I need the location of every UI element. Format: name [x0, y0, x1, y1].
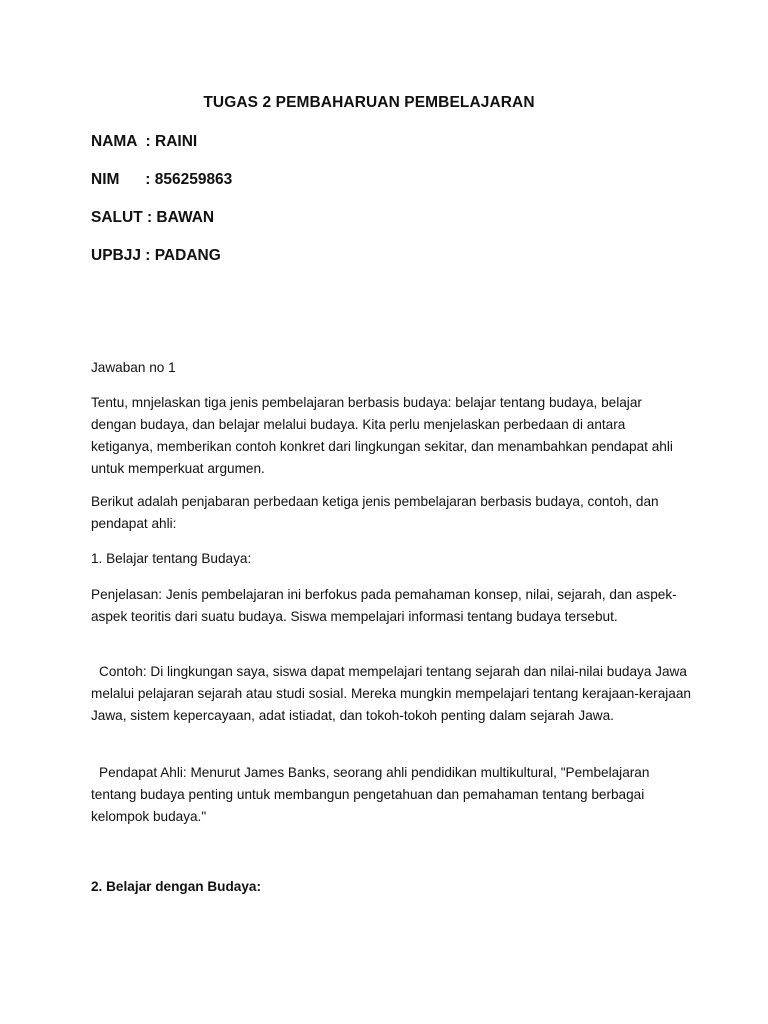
- field-nim: NIM : 856259863: [91, 171, 233, 188]
- section1-example: Contoh: Di lingkungan saya, siswa dapat mempelajari tentang sejarah dan nilai-nilai budaya Jawa melalui pelajaran sejarah atau studi sosial. Mereka mungkin mempelajari tentang kerajaan-kerajaan Jawa, sistem kepercayaan, adat istiadat, dan tokoh-tokoh penting dalam sejarah Jawa.: [91, 664, 691, 723]
- answer-heading: Jawaban no 1: [91, 360, 176, 375]
- section1-explanation: Penjelasan: Jenis pembelajaran ini berfokus pada pemahaman konsep, nilai, sejarah, dan aspek-aspek teoritis dari suatu budaya. Siswa mempelajari informasi tentang budaya tersebut.: [91, 587, 677, 624]
- section1-heading: 1. Belajar tentang Budaya:: [91, 551, 252, 566]
- field-upbjj: UPBJJ : PADANG: [91, 247, 221, 264]
- lead-paragraph: Berikut adalah penjabaran perbedaan ketiga jenis pembelajaran berbasis budaya, contoh, dan pendapat ahli:: [91, 494, 659, 531]
- section1-expert-opinion: Pendapat Ahli: Menurut James Banks, seorang ahli pendidikan multikultural, "Pembelajaran tentang budaya penting untuk membangun pengetahuan dan pemahaman tentang berbagai kelompok budaya.": [91, 765, 650, 824]
- field-nama: NAMA : RAINI: [91, 133, 198, 150]
- document-title: TUGAS 2 PEMBAHARUAN PEMBELAJARAN: [203, 94, 535, 111]
- intro-paragraph: Tentu, mnjelaskan tiga jenis pembelajaran berbasis budaya: belajar tentang budaya, belajar dengan budaya, dan belajar melalui budaya. Kita perlu menjelaskan perbedaan di antara ketiganya, memberikan contoh konkret dari lingkungan sekitar, dan menambahkan pendapat ahli untuk memperkuat argumen.: [91, 395, 673, 476]
- section2-heading: 2. Belajar dengan Budaya:: [91, 879, 261, 894]
- field-salut: SALUT : BAWAN: [91, 209, 215, 226]
